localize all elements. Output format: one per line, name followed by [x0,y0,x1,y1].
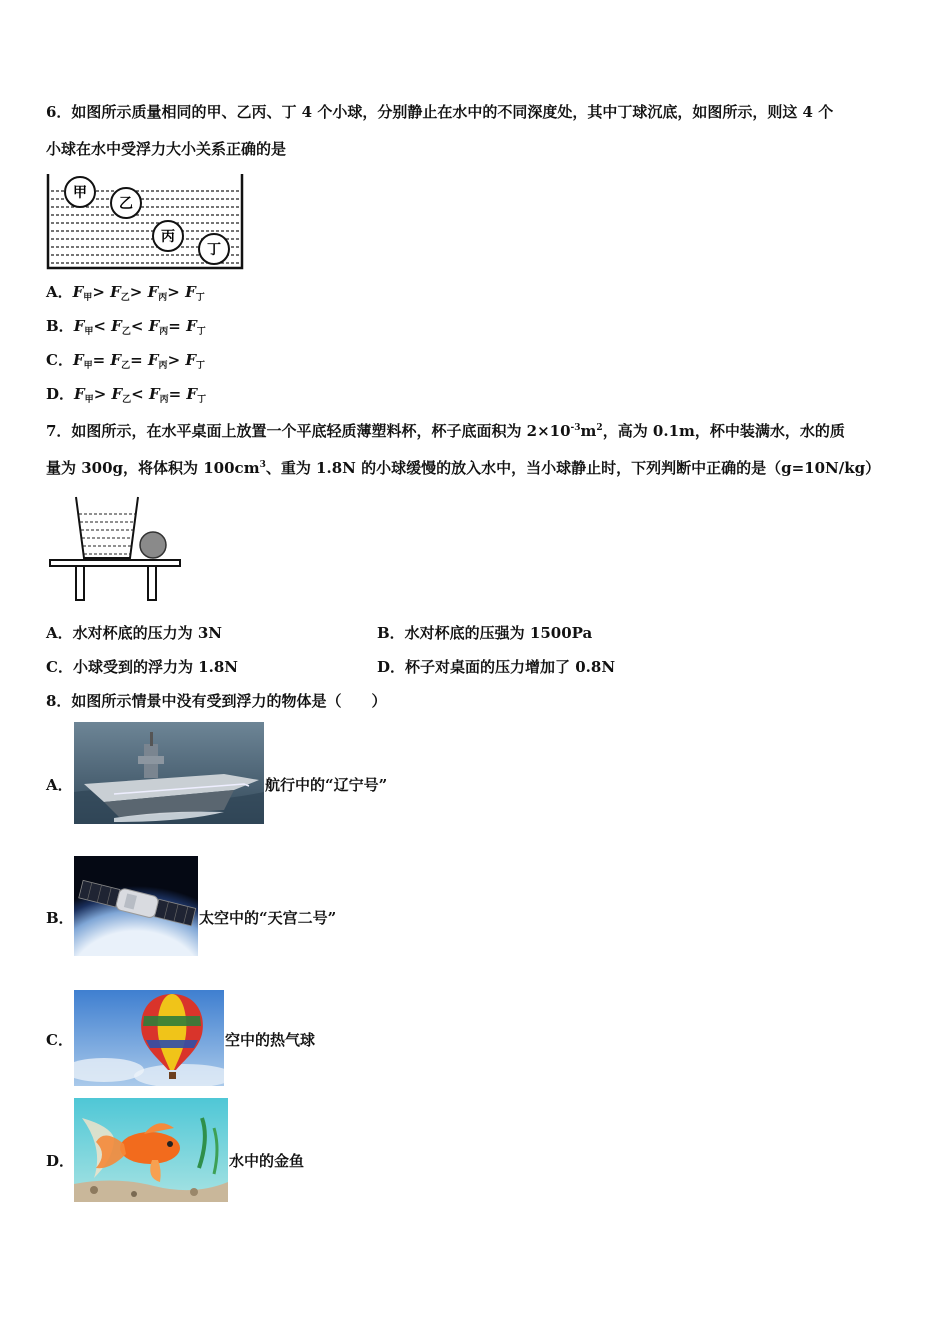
force-symbol: F [185,283,196,301]
force-symbol: F [148,317,160,335]
force-symbol: F [111,317,122,335]
q7-cup-table-figure [48,494,184,604]
q7-line1-text-c: ，高为 0.1m，杯中装满水，水的质 [602,422,845,440]
q7-option-a: A．水对杯底的压力为 3N [46,624,223,642]
option-letter: B． [46,317,74,335]
q8-option-a-letter: A． [46,776,73,794]
q6-option-c [46,350,205,376]
q7-line2-text-a: 量为 300g，将体积为 100cm [46,459,260,477]
comparison-operator: < [93,317,112,335]
cup-outline [76,497,138,558]
space-station-photo [74,856,198,956]
ball-bing [153,221,183,251]
force-subscript: 丁 [196,361,206,371]
force-symbol: F [147,351,159,369]
force-subscript: 甲 [83,361,93,371]
force-subscript: 甲 [84,327,94,337]
force-subscript: 乙 [122,395,132,405]
q7-option-d: D．杯子对桌面的压力增加了 0.8N [377,658,616,676]
comparison-operator: > [167,351,186,369]
comparison-operator: = [130,351,148,369]
force-symbol: F [148,385,160,403]
table-leg-left [76,566,84,600]
q8-stem: 8．如图所示情景中没有受到浮力的物体是（ ） [46,692,387,710]
force-subscript: 乙 [121,327,131,337]
force-symbol: F [72,351,84,369]
force-subscript: 乙 [121,361,131,371]
comparison-operator: = [168,385,187,403]
q8-option-a-text: 航行中的“辽宁号” [265,776,388,794]
force-symbol: F [185,351,197,369]
ball-ding-label: 丁 [207,242,221,258]
cup-water-lines [79,514,135,554]
force-subscript: 丙 [158,361,168,371]
q7-line2-text-b: 、重为 1.8N 的小球缓慢的放入水中，当小球静止时，下列判断中正确的是（g=10N/kg） [265,459,881,477]
force-symbol: F [111,385,123,403]
q8-option-b-text: 太空中的“天宫二号” [199,909,337,927]
force-subscript: 丁 [197,395,207,405]
comparison-operator: > [167,283,180,301]
ball-jia-label: 甲 [73,185,87,201]
q7-stem-line1 [46,418,845,441]
small-ball [140,532,166,558]
q7-option-b: B．水对杯底的压强为 1500Pa [377,624,593,642]
force-subscript: 甲 [84,395,94,405]
force-subscript: 丙 [159,395,169,405]
q8-option-d-text: 水中的金鱼 [229,1152,305,1170]
q8-option-d-letter: D． [46,1152,75,1170]
force-symbol: F [73,317,85,335]
option-letter: C． [46,351,73,369]
q7-exponent-2: 2 [596,423,603,433]
table-leg-right [148,566,156,600]
q6-stem-line1: 6．如图所示质量相同的甲、乙丙、丁 4 个小球，分别静止在水中的不同深度处，其中丁球沉底，如图所示，则这 4 个 [46,103,834,121]
force-symbol: F [147,283,159,301]
q6-tank-figure [44,172,246,272]
force-symbol: F [72,283,84,301]
force-subscript: 乙 [120,293,130,303]
force-subscript: 丙 [158,293,168,303]
force-subscript: 丁 [195,293,205,303]
q6-option-d [46,384,206,410]
ball-yi [111,188,141,218]
q8-option-c-text: 空中的热气球 [225,1031,316,1049]
ball-jia [65,177,95,207]
comparison-operator: < [131,385,149,403]
goldfish-photo [74,1098,228,1202]
option-letter: D． [46,385,75,403]
ball-ding [199,234,229,264]
q7-line1-text-b: m [580,422,597,440]
q7-exponent-3: 3 [259,460,266,470]
q7-exponent-1: -3 [570,423,581,433]
force-symbol: F [110,351,122,369]
comparison-operator: = [168,317,187,335]
q7-line1-text-a: 7．如图所示，在水平桌面上放置一个平底轻质薄塑料杯，杯子底面积为 2×10 [46,422,571,440]
hot-air-balloon-photo [74,990,224,1086]
force-symbol: F [186,385,198,403]
aircraft-carrier-photo [74,722,264,824]
q7-stem-line2 [46,455,880,478]
force-subscript: 甲 [83,293,93,303]
comparison-operator: = [92,351,111,369]
table-top [50,560,180,566]
comparison-operator: > [129,283,143,301]
q8-option-c-letter: C． [46,1031,73,1049]
ball-bing-label: 丙 [161,229,175,245]
comparison-operator: < [130,317,149,335]
force-subscript: 丙 [159,327,169,337]
q6-option-b [46,316,206,342]
q7-option-c: C．小球受到的浮力为 1.8N [46,658,238,676]
force-symbol: F [110,283,121,301]
force-symbol: F [186,317,197,335]
force-symbol: F [74,385,85,403]
comparison-operator: > [92,283,105,301]
q8-option-b-letter: B． [46,909,74,927]
option-letter: A． [46,283,73,301]
q6-option-a [46,282,205,308]
force-subscript: 丁 [196,327,206,337]
q6-stem-line2: 小球在水中受浮力大小关系正确的是 [46,140,287,158]
ball-yi-label: 乙 [119,196,133,212]
comparison-operator: > [93,385,112,403]
